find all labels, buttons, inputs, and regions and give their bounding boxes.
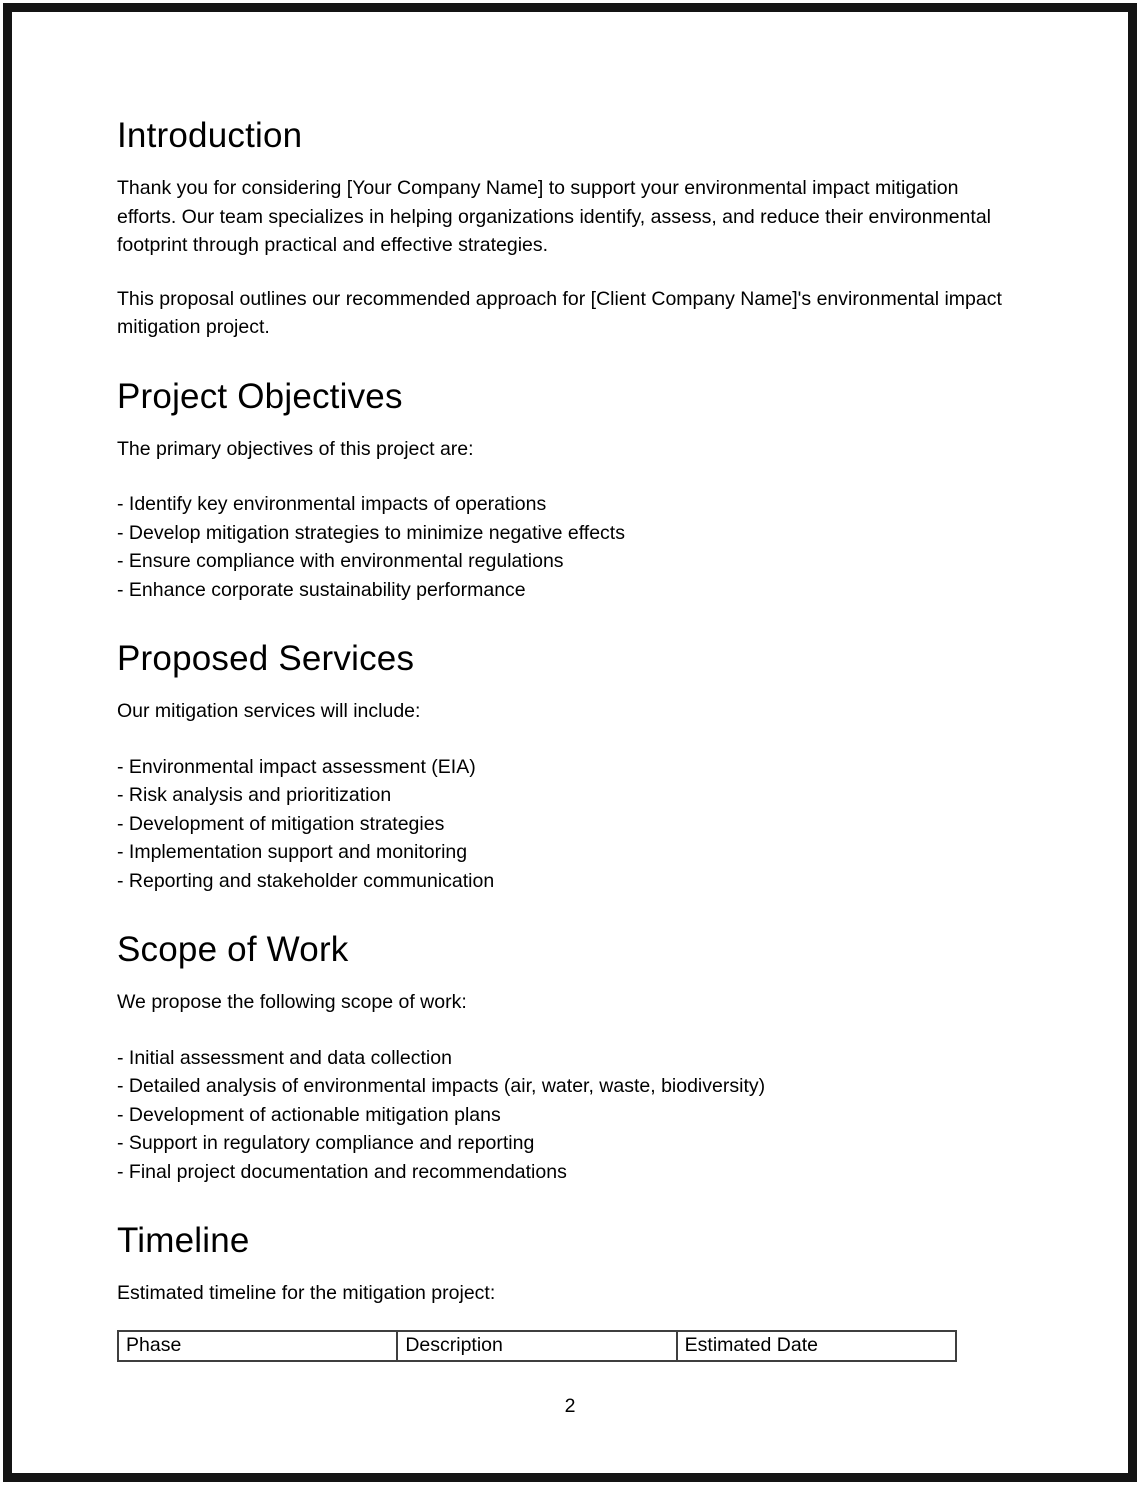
section-project-objectives: [117, 376, 1023, 605]
list-item: - Detailed analysis of environmental impacts (air, water, waste, biodiversity): [117, 1075, 766, 1097]
paragraph-introduction-2: This proposal outlines our recommended approach for [Client Company Name]'s environmental impact mitigation project.: [117, 287, 1002, 338]
paragraph-objectives-intro: The primary objectives of this project are:: [117, 437, 474, 460]
section-introduction: [117, 115, 1023, 342]
paragraph-services-intro: Our mitigation services will include:: [117, 700, 421, 722]
list-item: - Identify key environmental impacts of operations: [117, 493, 547, 515]
list-item: - Development of mitigation strategies: [117, 812, 445, 835]
list-item: - Reporting and stakeholder communication: [117, 869, 495, 892]
table-header-description: Description: [397, 1331, 676, 1361]
section-heading-proposed-services: Proposed Services: [117, 639, 415, 678]
section-heading-introduction: Introduction: [117, 116, 303, 155]
table-header-row: [118, 1331, 956, 1361]
list-item: - Environmental impact assessment (EIA): [117, 755, 476, 778]
table-header-phase: Phase: [118, 1331, 397, 1361]
list-item: - Support in regulatory compliance and reporting: [117, 1132, 535, 1154]
timeline-table: [117, 1330, 957, 1362]
section-heading-scope-of-work: Scope of Work: [117, 930, 349, 969]
paragraph-timeline-intro: Estimated timeline for the mitigation project:: [117, 1282, 496, 1304]
paragraph-scope-intro: We propose the following scope of work:: [117, 991, 467, 1013]
paragraph-introduction-1: Thank you for considering [Your Company Name] to support your environmental impact mitigation efforts. Our team specializes in helping organizations identify, assess, and reduce their environmental footprint through practical and effective strategies.: [117, 177, 991, 256]
page-number: 2: [564, 1394, 576, 1417]
table-header-estimated-date: Estimated Date: [677, 1331, 956, 1361]
section-proposed-services: [117, 638, 1023, 895]
list-item: - Ensure compliance with environmental regulations: [117, 550, 564, 572]
list-item: - Development of actionable mitigation plans: [117, 1103, 501, 1126]
list-item: - Implementation support and monitoring: [117, 841, 468, 863]
section-heading-timeline: Timeline: [117, 1221, 250, 1260]
list-item: - Final project documentation and recommendations: [117, 1160, 567, 1183]
list-item: - Enhance corporate sustainability performance: [117, 578, 526, 601]
section-heading-project-objectives: Project Objectives: [117, 376, 403, 416]
services-list: [117, 753, 1023, 896]
list-item: - Risk analysis and prioritization: [117, 784, 392, 806]
document-page: [117, 13, 1023, 1420]
list-item: - Initial assessment and data collection: [117, 1046, 452, 1069]
list-item: - Develop mitigation strategies to minimize negative effects: [117, 521, 625, 544]
scope-list: [117, 1044, 1023, 1187]
objectives-list: [117, 490, 1023, 604]
section-scope-of-work: [117, 929, 1023, 1186]
section-timeline: [117, 1220, 1023, 1362]
